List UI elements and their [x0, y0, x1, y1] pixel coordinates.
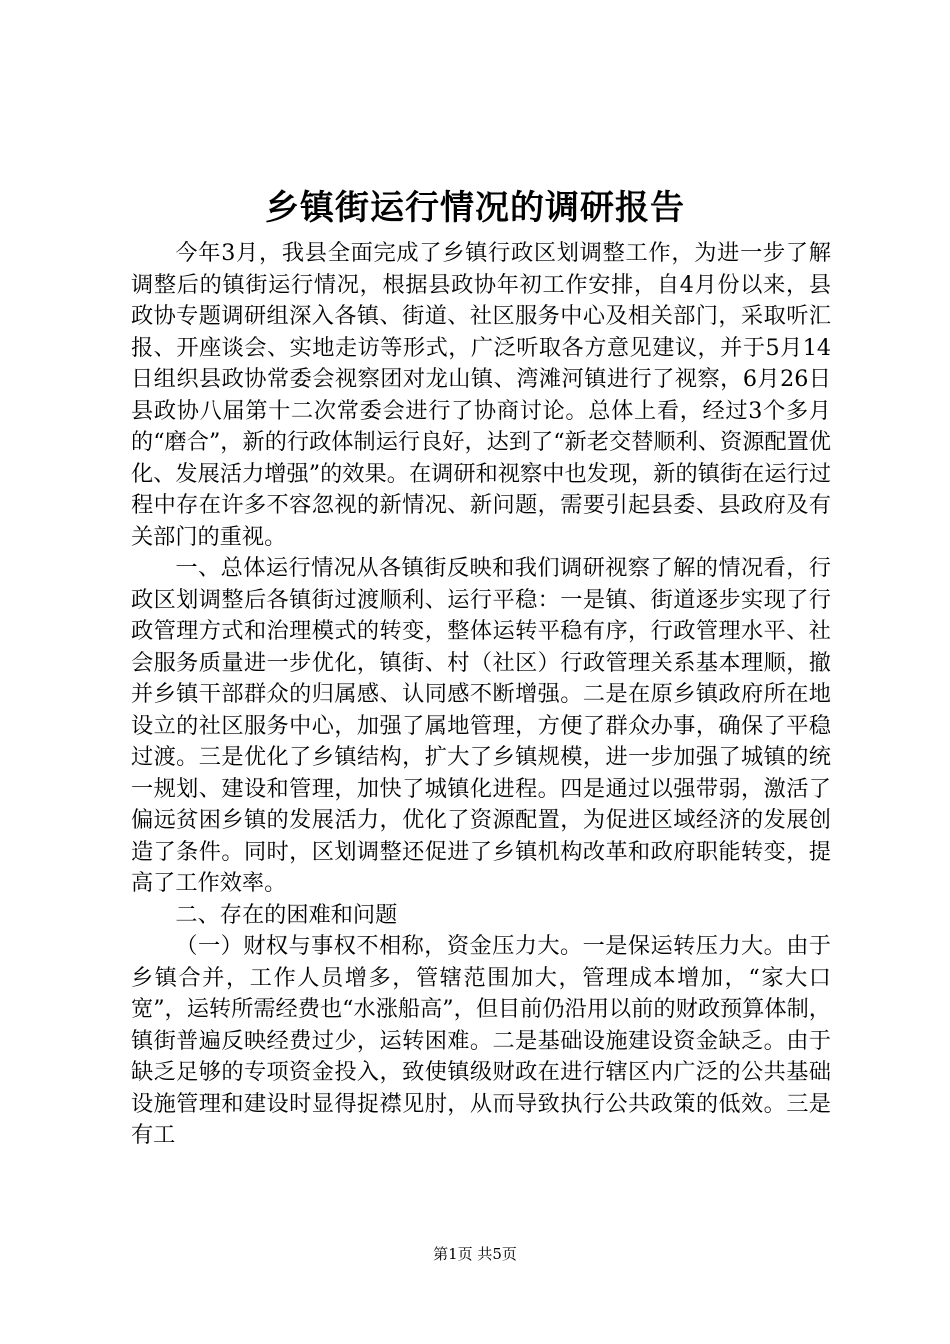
- document-title: 乡镇街运行情况的调研报告: [265, 188, 685, 228]
- page-number-footer: 第1页 共5页: [433, 1245, 517, 1263]
- document-body: [131, 238, 831, 1152]
- paragraph-overall-situation: 一、总体运行情况从各镇街反映和我们调研视察了解的情况看，行政区划调整后各镇街过渡顺利、运行平稳：一是镇、街道逐步实现了行政管理方式和治理模式的转变，整体运转平稳有序，行政管理水平、社会服务质量进一步优化，镇街、村（社区）行政管理关系基本理顺，撤并乡镇干部群众的归属感、认同感不断增强。二是在原乡镇政府所在地设立的社区服务中心，加强了属地管理，方便了群众办事，确保了平稳过渡。三是优化了乡镇结构，扩大了乡镇规模，进一步加强了城镇的统一规划、建设和管理，加快了城镇化进程。四是通过以强带弱，激活了偏远贫困乡镇的发展活力，优化了资源配置，为促进区域经济的发展创造了条件。同时，区划调整还促进了乡镇机构改革和政府职能转变，提高了工作效率。: [131, 555, 831, 896]
- section-heading-problems: 二、存在的困难和问题: [175, 901, 398, 928]
- paragraph-intro: 今年3月，我县全面完成了乡镇行政区划调整工作，为进一步了解调整后的镇街运行情况，根据县政协年初工作安排，自4月份以来，县政协专题调研组深入各镇、街道、社区服务中心及相关部门，采取听汇报、开座谈会、实地走访等形式，广泛听取各方意见建议，并于5月14日组织县政协常委会视察团对龙山镇、湾滩河镇进行了视察，6月26日县政协八届第十二次常委会进行了协商讨论。总体上看，经过3个多月的“磨合”，新的行政体制运行良好，达到了“新老交替顺利、资源配置优化、发展活力增强”的效果。在调研和视察中也发现，新的镇街在运行过程中存在许多不容忽视的新情况、新问题，需要引起县委、县政府及有关部门的重视。: [131, 240, 831, 550]
- paragraph-finance-issues: （一）财权与事权不相称，资金压力大。一是保运转压力大。由于乡镇合并，工作人员增多，管辖范围加大，管理成本增加，“家大口宽”，运转所需经费也“水涨船高”，但目前仍沿用以前的财政预算体制，镇街普遍反映经费过少，运转困难。二是基础设施建设资金缺乏。由于缺乏足够的专项资金投入，致使镇级财政在进行辖区内广泛的公共基础设施管理和建设时显得捉襟见肘，从而导致执行公共政策的低效。三是有工: [131, 933, 831, 1148]
